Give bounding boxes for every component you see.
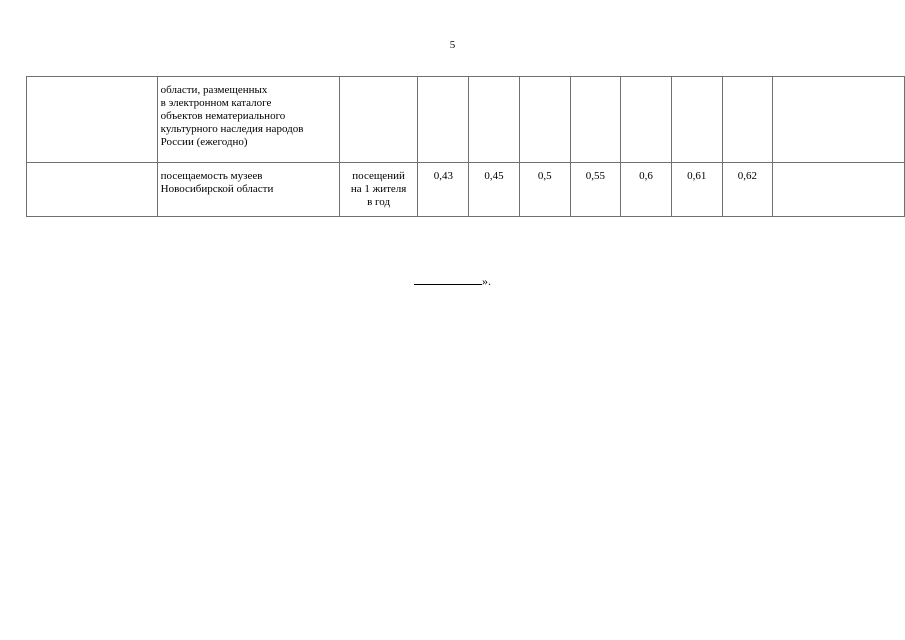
value-cell: [418, 77, 469, 163]
indicator-name-line: России (ежегодно): [160, 136, 248, 148]
value-cell: 0,61: [671, 163, 722, 217]
table-row: [27, 77, 905, 163]
value-cell: [621, 77, 672, 163]
value-cell: 0,62: [722, 163, 773, 217]
unit-line: в год: [367, 196, 391, 208]
value-cell: 0,55: [570, 163, 621, 217]
indicator-name-line: в электронном каталоге: [160, 97, 272, 109]
value-cell: 0,43: [418, 163, 469, 217]
value-cell: [570, 77, 621, 163]
indicator-name-line: посещаемость музеев: [160, 170, 263, 182]
unit-cell: [339, 77, 418, 163]
value-cell: 0,45: [469, 163, 520, 217]
value-cell: [671, 77, 722, 163]
page-number: 5: [449, 39, 456, 51]
value-cell: [519, 77, 570, 163]
indicator-name-line: области, размещенных: [160, 84, 268, 96]
value-cell: 0,5: [519, 163, 570, 217]
table-cell-program-continued: [27, 77, 158, 163]
indicator-name-line: объектов нематериального: [160, 110, 286, 122]
closing-quote: ».: [482, 274, 491, 288]
notes-cell: [773, 77, 905, 163]
closing-mark: [0, 273, 905, 288]
indicator-name-cell: [157, 163, 339, 217]
value-cell: 0,6: [621, 163, 672, 217]
unit-cell: [339, 163, 418, 217]
indicator-name-line: культурного наследия народов: [160, 123, 304, 135]
notes-cell: [773, 163, 905, 217]
unit-line: на 1 жителя: [350, 183, 407, 195]
table-row: [27, 163, 905, 217]
indicator-name-cell: [157, 77, 339, 163]
table-cell-program-continued: [27, 163, 158, 217]
indicators-table: [26, 76, 905, 217]
unit-line: посещений: [352, 170, 405, 182]
value-cell: [722, 77, 773, 163]
indicator-name-line: Новосибирской области: [160, 183, 274, 195]
signature-rule: [414, 273, 482, 285]
value-cell: [469, 77, 520, 163]
